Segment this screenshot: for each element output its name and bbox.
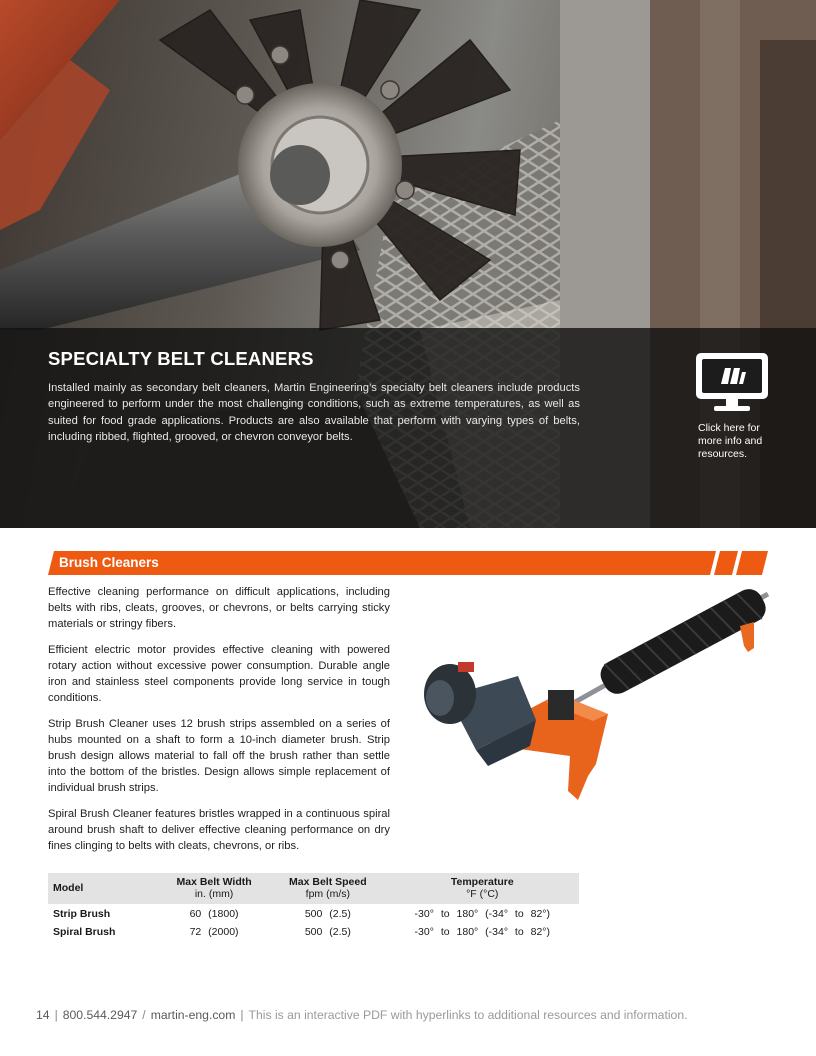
section-title: Brush Cleaners [59,555,159,570]
page-footer: 14 | 800.544.2947 / martin-eng.com | This is an interactive PDF with hyperlinks to additional resources and information. [36,1008,688,1022]
cell-speed: 500 (2.5) [304,907,351,920]
website-link[interactable]: martin-eng.com [150,1008,236,1022]
paragraph: Spiral Brush Cleaner features bristles wrapped in a continuous spiral around brush shaft to deliver effective cleaning performance on dry fines clinging to belts with cleats, chevrons, or ribs. [48,808,390,852]
specifications-table [48,873,579,940]
footer-note: This is an interactive PDF with hyperlinks to additional resources and information. [248,1008,688,1022]
cell-speed: 500 (2.5) [304,925,351,938]
column-header-model: Model [53,882,84,894]
phone-number[interactable]: 800.544.2947 [62,1008,138,1022]
monitor-icon[interactable] [694,352,770,414]
column-header-width: Max Belt Width in. (mm) [176,876,252,900]
column-header-speed: Max Belt Speed fpm (m/s) [289,876,367,900]
cell-width: 60 (1800) [189,907,239,920]
cell-model: Spiral Brush [53,925,116,938]
paragraph: Efficient electric motor provides effective cleaning with powered rotary action without excessive power consumption. Durable angle iron and stainless steel components provide long service in tough conditions. [48,644,390,704]
page-number: 14 [36,1008,50,1022]
page-title: SPECIALTY BELT CLEANERS [48,348,314,369]
table-header-row [48,873,579,904]
table-row [48,904,579,922]
resource-link-caption[interactable]: Click here for more info and resources. [698,422,763,460]
cell-temperature: -30° to 180° (-34° to 82°) [414,925,550,938]
paragraph: Effective cleaning performance on difficult applications, including belts with ribs, cleats, grooves, or chevrons, or belts carrying sticky materials or stringy fibers. [48,586,390,630]
cell-width: 72 (2000) [189,925,239,938]
description-paragraphs [48,584,390,864]
cell-temperature: -30° to 180° (-34° to 82°) [414,907,550,920]
brush-cleaner-product-image [418,586,770,800]
cell-model: Strip Brush [53,907,111,920]
hero-description: Installed mainly as secondary belt cleaners, Martin Engineering’s specialty belt cleaners include products engineered to perform under the most challenging conditions, such as extreme temperatures, as well as suited for food grade applications. Products are also available that perform with varying types of belts, including ribbed, flighted, grooved, or chevron conveyor belts. [48,382,580,444]
table-row [48,922,579,940]
column-header-temperature: Temperature °F (°C) [450,876,514,900]
paragraph: Strip Brush Cleaner uses 12 brush strips assembled on a series of hubs mounted on a shaft to form a 10-inch diameter brush. Strip brush design allows material to fall off the brush rather than settle into the bottom of the bristles. Design allows simple replacement of individual brush strips. [48,718,390,794]
